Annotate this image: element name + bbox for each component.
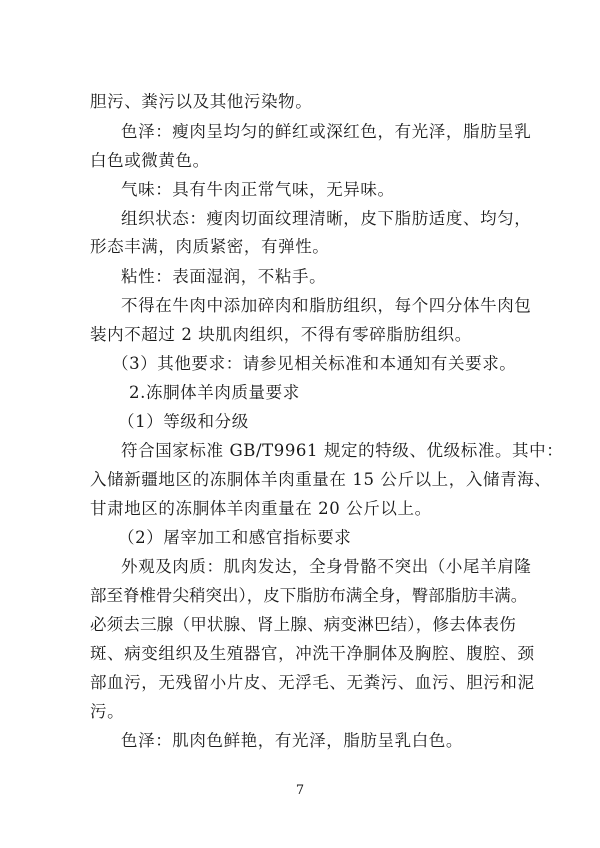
text-line: 装内不超过 2 块肌肉组织，不得有零碎脂肪组织。 xyxy=(90,325,472,344)
text-line: 色泽：肌肉色鲜艳，有光泽，脂肪呈乳白色。 xyxy=(121,731,463,750)
text-line: 入储新疆地区的冻胴体羊肉重量在 15 公斤以上，入储青海、 xyxy=(90,470,552,489)
subsection-heading: （2）屠宰加工和感官指标要求 xyxy=(118,528,352,547)
text-line: （3）其他要求：请参见相关标准和本通知有关要求。 xyxy=(112,354,517,373)
text-line: 甘肃地区的冻胴体羊肉重量在 20 公斤以上。 xyxy=(90,499,432,518)
text-line: 符合国家标准 GB/T9961 规定的特级、优级标准。其中： xyxy=(121,441,564,460)
text-line: 粘性：表面湿润，不粘手。 xyxy=(121,267,327,286)
text-line: 部至脊椎骨尖稍突出），皮下脂肪布满全身，臀部脂肪丰满。 xyxy=(90,586,528,605)
text-line: 气味：具有牛肉正常气味，无异味。 xyxy=(121,180,395,199)
text-line: 斑、病变组织及生殖器官，冲洗干净胴体及胸腔、腹腔、颈 xyxy=(90,644,535,663)
text-line: 色泽：瘦肉呈均匀的鲜红或深红色，有光泽，脂肪呈乳 xyxy=(121,122,532,141)
subsection-heading: （1）等级和分级 xyxy=(118,412,249,431)
text-line: 部血污，无残留小片皮、无浮毛、无粪污、血污、胆污和泥 xyxy=(90,673,535,692)
text-line: 胆污、粪污以及其他污染物。 xyxy=(90,92,313,111)
section-heading: 2.冻胴体羊肉质量要求 xyxy=(129,383,300,402)
text-line: 必须去三腺（甲状腺、肾上腺、病变淋巴结），修去体表伤 xyxy=(90,615,516,634)
page-number: 7 xyxy=(295,783,305,798)
text-line: 组织状态：瘦肉切面纹理清晰，皮下脂肪适度、均匀， xyxy=(121,209,532,228)
text-line: 形态丰满，肉质紧密，有弹性。 xyxy=(90,237,330,256)
text-line: 白色或微黄色。 xyxy=(90,151,210,170)
text-line: 污。 xyxy=(90,702,125,721)
text-line: 外观及肉质：肌肉发达，全身骨骼不突出（小尾羊肩隆 xyxy=(121,557,532,576)
text-line: 不得在牛肉中添加碎肉和脂肪组织，每个四分体牛肉包 xyxy=(121,296,532,315)
